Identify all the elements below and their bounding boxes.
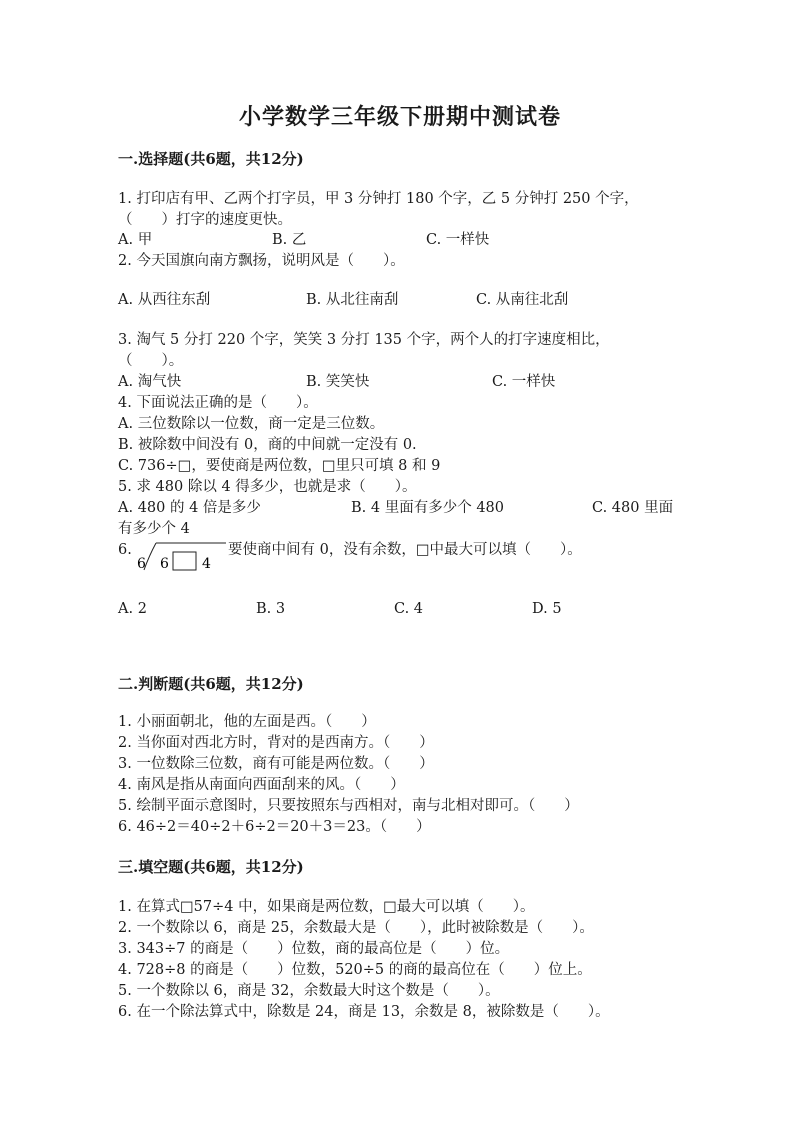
fill-item-1: 1. 在算式□57÷4 中，如果商是两位数，□最大可以填（ ）。 (118, 899, 535, 915)
question-1-option-c: C. 一样快 (426, 232, 490, 248)
question-2-line1: 2. 今天国旗向南方飘扬，说明风是（ ）。 (118, 253, 405, 269)
question-3-line1: 3. 淘气 5 分打 220 个字，笑笑 3 分打 135 个字，两个人的打字速度相比， (118, 332, 610, 348)
question-1-line1: 1. 打印店有甲、乙两个打字员，甲 3 分钟打 180 个字，乙 5 分钟打 250 个字， (118, 191, 639, 207)
question-5-option-a: A. 480 的 4 倍是多少 (118, 500, 261, 516)
page-title: 小学数学三年级下册期中测试卷 (238, 104, 561, 130)
fill-item-5: 5. 一个数除以 6，商是 32，余数最大时这个数是（ ）。 (118, 983, 500, 999)
judgement-item-2: 2. 当你面对西北方时，背对的是西南方。（ ） (118, 735, 434, 751)
blank-digit-box (173, 552, 196, 570)
question-6-option-b: B. 3 (256, 601, 286, 617)
fill-item-4: 4. 728÷8 的商是（ ）位数，520÷5 的商的最高位在（ ）位上。 (118, 962, 592, 978)
question-6-number: 6. (118, 542, 132, 558)
question-2-option-c: C. 从南往北刮 (476, 292, 569, 308)
question-6-text: 要使商中间有 0，没有余数，□中最大可以填（ ）。 (228, 542, 582, 558)
question-1-option-b: B. 乙 (272, 232, 307, 248)
question-6-option-c: C. 4 (394, 601, 424, 617)
judgement-item-1: 1. 小丽面朝北，他的左面是西。（ ） (118, 714, 376, 730)
question-3-option-b: B. 笑笑快 (306, 374, 370, 390)
section-heading-judgement: 二.判断题(共6题，共12分) (118, 675, 304, 693)
question-6-option-a: A. 2 (118, 601, 147, 617)
long-division-figure (136, 541, 231, 571)
judgement-item-6: 6. 46÷2＝40÷2＋6÷2＝20＋3＝23。（ ） (118, 819, 431, 835)
question-3-option-c: C. 一样快 (492, 374, 556, 390)
question-1-line2: （ ）打字的速度更快。 (118, 212, 292, 228)
dividend-right-digit: 4 (202, 556, 211, 571)
question-3-option-a: A. 淘气快 (118, 374, 182, 390)
question-2-option-b: B. 从北往南刮 (306, 292, 399, 308)
fill-item-2: 2. 一个数除以 6，商是 25，余数最大是（ ），此时被除数是（ ）。 (118, 920, 594, 936)
question-4-option-a: A. 三位数除以一位数，商一定是三位数。 (118, 416, 385, 432)
question-5-option-b: B. 4 里面有多少个 480 (351, 500, 504, 516)
section-heading-fill-blank: 三.填空题(共6题，共12分) (118, 858, 304, 876)
fill-item-6: 6. 在一个除法算式中，除数是 24，商是 13，余数是 8，被除数是（ ）。 (118, 1004, 610, 1020)
question-5-option-c: C. 480 里面 (592, 500, 674, 516)
question-4-option-c: C. 736÷□，要使商是两位数，□里只可填 8 和 9 (118, 458, 441, 474)
question-5-line1: 5. 求 480 除以 4 得多少，也就是求（ ）。 (118, 479, 417, 495)
question-6-option-d: D. 5 (532, 601, 562, 617)
question-5-option-c-wrap: 有多少个 4 (118, 521, 190, 537)
question-4-option-b: B. 被除数中间没有 0，商的中间就一定没有 0. (118, 437, 417, 453)
question-1-option-a: A. 甲 (118, 232, 153, 248)
judgement-item-4: 4. 南风是指从南面向西面刮来的风。（ ） (118, 777, 405, 793)
section-heading-choice: 一.选择题(共6题，共12分) (118, 150, 304, 168)
divisor: 6 (137, 556, 146, 571)
question-2-option-a: A. 从西往东刮 (118, 292, 211, 308)
judgement-item-3: 3. 一位数除三位数，商有可能是两位数。（ ） (118, 756, 434, 772)
judgement-item-5: 5. 绘制平面示意图时，只要按照东与西相对，南与北相对即可。（ ） (118, 798, 579, 814)
dividend-left-digit: 6 (160, 556, 169, 571)
fill-item-3: 3. 343÷7 的商是（ ）位数，商的最高位是（ ）位。 (118, 941, 510, 957)
question-3-line2: （ ）。 (118, 353, 184, 369)
question-4-line1: 4. 下面说法正确的是（ ）。 (118, 395, 318, 411)
